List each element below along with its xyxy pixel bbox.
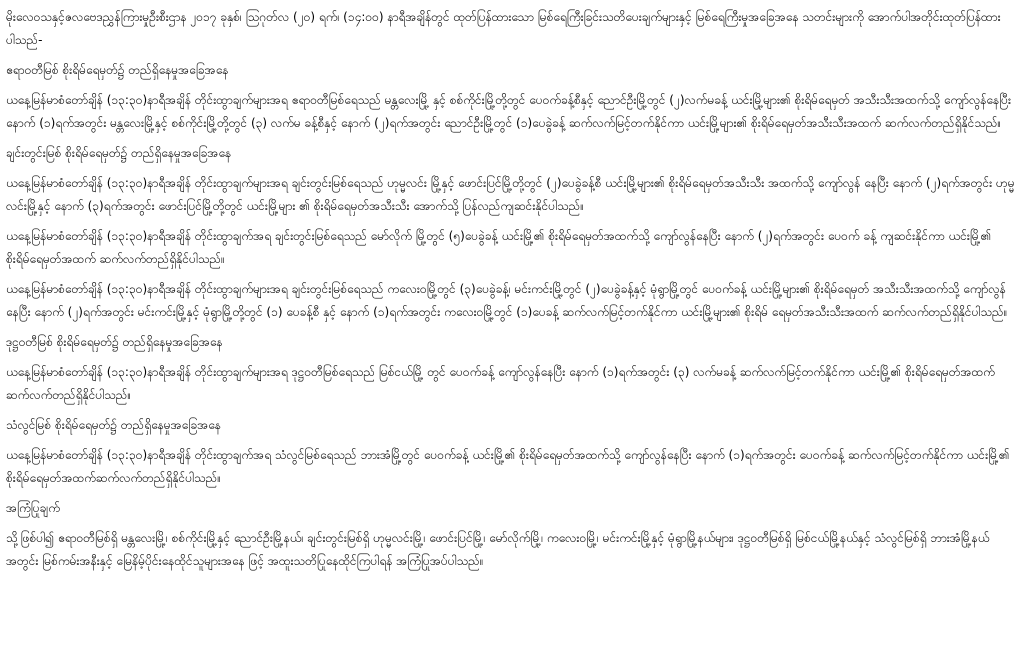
bulletin-document: [6, 6, 1018, 580]
intro-paragraph: မိုးလေဝသနှင့်ဇလဗေဒညွှန်ကြားမှုဦးစီးဌာန ၂၀၁၇ ခုနှစ်၊ ဩဂုတ်လ (၂၀) ရက်၊ (၁၄:၀၀) နာရီအချိန်တွင် ထုတ်ပြန်ထားသော မြစ်ရေကြီးခြင်းသတိပေးချက်များနှင့် မြစ်ရေကြီးမှုအခြေအနေ သတင်းများကို အောက်ပါအတိုင်းထုတ်ပြန်ထားပါသည်-: [6, 10, 1001, 47]
section-heading-chindwin: ချင်းတွင်းမြစ် စိုးရိမ်ရေမှတ်၌ တည်ရှိနေမှုအခြေအနေ: [6, 146, 232, 160]
paragraph-chindwin-3: ယနေ့မြန်မာစံတော်ချိန် (၁၃:၃၀)နာရီအချိန် တိုင်းထွာချက်များအရ ချင်းတွင်းမြစ်ရေသည် ကလေးဝမြို့တွင် (၃)ပေခွဲခန့်၊ မင်းကင်းမြို့တွင် (၂)ပေခွဲခန့်နှင့် မုံရွာမြို့တွင် ပေ၀က်ခန့် ယင်းမြို့များ၏ စိုးရိမ်ရေမှတ် အသီးသီးအထက်သို့ ကျော်လွန်နေပြီး နောက် (၂)ရက်အတွင်း မင်းကင်းမြို့နှင့် မုံရွာမြို့တို့တွင် (၁) ပေခန့်စီ နှင့် နောက် (၁)ရက်အတွင်း ကလေးဝမြို့တွင် (၁)ပေခန့် ဆက်လက်မြင့်တက်နိုင်ကာ ယင်းမြို့များ၏ စိုးရိမ် ရေမှတ်အသီးသီးအထက် ဆက်လက်တည်ရှိနိုင်ပါသည်။: [6, 282, 1008, 319]
paragraph-ayeyarwady: ယနေ့မြန်မာစံတော်ချိန် (၁၃:၃၀)နာရီအချိန် တိုင်းထွာချက်များအရ ဧရာဝတီမြစ်ရေသည် မန္တလေးမြို့ နှင့် စစ်ကိုင်းမြို့တို့တွင် ပေ၀က်ခန့်စီနှင့် ညောင်ဦးမြို့တွင် (၂)လက်မခန့် ယင်းမြို့များ၏ စိုးရိမ်ရေမှတ် အသီးသီးအထက်သို့ ကျော်လွန်နေပြီး နောက် (၁)ရက်အတွင်း မန္တလေးမြို့နှင့် စစ်ကိုင်းမြို့တို့တွင် (၃) လက်မ ခန့်စီနှင့် နောက် (၂)ရက်အတွင်း ညောင်ဦးမြို့တွင် (၁)ပေခွဲခန့် ဆက်လက်မြင့်တက်နိုင်ကာ ယင်းမြို့များ၏ စိုးရိမ်ရေမှတ်အသီးသီးအထက် ဆက်လက်တည်ရှိနိုင်သည်။: [6, 93, 1012, 130]
section-heading-thanlwin: သံလွင်မြစ် စိုးရိမ်ရေမှတ်၌ တည်ရှိနေမှုအခြေအနေ: [6, 418, 221, 432]
paragraph-chindwin-1: ယနေ့မြန်မာစံတော်ချိန် (၁၃:၃၀)နာရီအချိန် တိုင်းထွာချက်များအရ ချင်းတွင်းမြစ်ရေသည် ဟုမ္မလင်း မြို့နှင့် ဖောင်းပြင်မြို့တို့တွင် (၂)ပေခွဲခန့်စီ ယင်းမြို့များ၏ စိုးရိမ်ရေမှတ်အသီးသီး အထက်သို့ ကျော်လွန် နေပြီး နောက် (၂)ရက်အတွင်း ဟုမ္မလင်းမြို့နှင့် နောက် (၃)ရက်အတွင်း ဖောင်းပြင်မြို့တို့တွင် ယင်းမြို့များ ၏ စိုးရိမ်ရေမှတ်အသီးသီး အောက်သို့ ပြန်လည်ကျဆင်းနိုင်ပါသည်။: [6, 176, 1015, 213]
paragraph-advice: သို့ဖြစ်ပါ၍ ဧရာဝတီမြစ်ရှိ မန္တလေးမြို့၊ စစ်ကိုင်းမြို့နှင့် ညောင်ဦးမြို့နယ်၊ ချင်းတွင်းမြစ်ရှိ ဟုမ္မလင်းမြို့၊ ဖောင်းပြင်မြို့၊ မော်လိုက်မြို့၊ ကလေးဝမြို့၊ မင်းကင်းမြို့နှင့် မုံရွာမြို့နယ်များ၊ ဒုဋ္ဌဝတီမြစ်ရှိ မြစ်ငယ်မြို့နယ်နှင့် သံလွင်မြစ်ရှိ ဘားအံမြို့နယ်အတွင်း မြစ်ကမ်းအနီးနှင့် မြေနိမ့်ပိုင်းနေထိုင်သူများအနေ ဖြင့် အထူးသတိပြုနေထိုင်ကြပါရန် အကြံပြုအပ်ပါသည်။: [6, 531, 990, 568]
paragraph-dokthawady: ယနေ့မြန်မာစံတော်ချိန် (၁၃:၃၀)နာရီအချိန် တိုင်းထွာချက်များအရ ဒုဋ္ဌဝတီမြစ်ရေသည် မြစ်ငယ်မြို့ တွင် ပေ၀က်ခန့် ကျော်လွန်နေပြီး နောက် (၁)ရက်အတွင်း (၃) လက်မခန့် ဆက်လက်မြင့်တက်နိုင်ကာ ယင်းမြို့၏ စိုးရိမ်ရေမှတ်အထက် ဆက်လက်တည်ရှိနိုင်ပါသည်။: [6, 365, 995, 402]
section-heading-ayeyarwady: ဧရာဝတီမြစ် စိုးရိမ်ရေမှတ်၌ တည်ရှိနေမှုအခြေအနေ: [6, 63, 229, 77]
paragraph-thanlwin: ယနေ့မြန်မာစံတော်ချိန် (၁၃:၃၀)နာရီအချိန် တိုင်းထွာချက်အရ သံလွင်မြစ်ရေသည် ဘားအံမြို့တွင် ပေ၀က်ခန့် ယင်းမြို့၏ စိုးရိမ်ရေမှတ်အထက်သို့ ကျော်လွန်နေပြီး နောက် (၁)ရက်အတွင်း ပေ၀က်ခန့် ဆက်လက်မြင့်တက်နိုင်ကာ ယင်းမြို့၏ စိုးရိမ်ရေမှတ်အထက်ဆက်လက်တည်ရှိနိုင်ပါသည်။: [6, 448, 1010, 485]
section-heading-advice: အကြံပြုချက်: [6, 501, 61, 515]
paragraph-chindwin-2: ယနေ့မြန်မာစံတော်ချိန် (၁၃:၃၀)နာရီအချိန် တိုင်းထွာချက်အရ ချင်းတွင်းမြစ်ရေသည် မော်လိုက် မြို့တွင် (၅)ပေခွဲခန့် ယင်းမြို့၏ စိုးရိမ်ရေမှတ်အထက်သို့ ကျော်လွန်နေပြီး နောက် (၂)ရက်အတွင်း ပေ၀က် ခန့် ကျဆင်းနိုင်ကာ ယင်းမြို့၏ စိုးရိမ်ရေမှတ်အထက် ဆက်လက်တည်ရှိနိုင်ပါသည်။: [6, 229, 992, 266]
section-heading-dokthawady: ဒုဋ္ဌဝတီမြစ် စိုးရိမ်ရေမှတ်၌ တည်ရှိနေမှုအခြေအနေ: [6, 335, 223, 349]
